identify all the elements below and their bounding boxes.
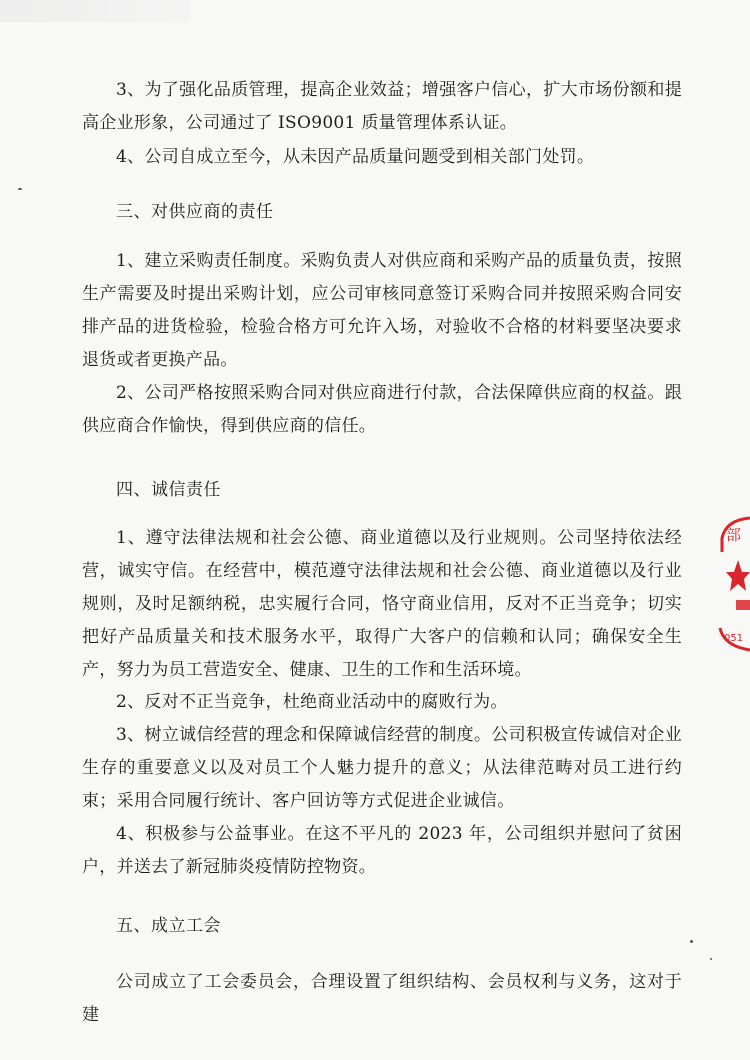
paragraph-supplier-payment: 2、公司严格按照采购合同对供应商进行付款，合法保障供应商的权益。跟供应商合作愉快，得到供应商的信任。 <box>82 383 682 436</box>
paragraph-procurement-system: 1、建立采购责任制度。采购负责人对供应商和采购产品的质量负责，按照生产需要及时提出采购计划，应公司审核同意签订采购合同并按照采购合同安排产品的进货检验，检验合格方可允许入场，对验收不合格的材料要坚决要求退货或者更换产品。 <box>82 251 682 370</box>
svg-text:051: 051 <box>724 633 744 644</box>
paragraph-no-penalty: 4、公司自成立至今，从未因产品质量问题受到相关部门处罚。 <box>116 147 595 167</box>
scan-speck <box>710 958 712 960</box>
paragraph-legal-compliance: 1、遵守法律法规和社会公德、商业道德以及行业规则。公司坚持依法经营，诚实守信。在经营中，模范遵守法律法规和社会公德、商业道德以及行业规则，及时足额纳税，忠实履行合同，恪守商业信用，反对不正当竞争；切实把好产品质量关和技术服务水平，取得广大客户的信赖和认同；确保安全生产，努力为员工营造安全、健康、卫生的工作和生活环境。 <box>82 528 682 680</box>
svg-text:部: 部 <box>726 526 742 544</box>
scan-edge-band <box>0 0 190 22</box>
paragraph-public-welfare: 4、积极参与公益事业。在这不平凡的 2023 年，公司组织并慰问了贫困户，并送去了新冠肺炎疫情防控物资。 <box>82 824 682 877</box>
scan-speck <box>18 188 22 190</box>
paragraph-union: 公司成立了工会委员会，合理设置了组织结构、会员权利与义务，这对于建 <box>82 972 682 1025</box>
paragraph-anti-corruption: 2、反对不正当竞争，杜绝商业活动中的腐败行为。 <box>116 692 508 712</box>
section-heading-union: 五、成立工会 <box>116 916 221 936</box>
paragraph-quality-certification: 3、为了强化品质管理，提高企业效益；增强客户信心，扩大市场份额和提高企业形象，公司通过了 ISO9001 质量管理体系认证。 <box>82 80 682 133</box>
paragraph-integrity-culture: 3、树立诚信经营的理念和保障诚信经营的制度。公司积极宣传诚信对企业生存的重要意义以及对员工个人魅力提升的意义；从法律范畴对员工进行约束；采用合同履行统计、客户回访等方式促进企业诚信。 <box>82 725 682 811</box>
red-seal-icon <box>716 508 750 658</box>
section-heading-integrity: 四、诚信责任 <box>116 480 221 500</box>
section-heading-supplier: 三、对供应商的责任 <box>116 202 274 222</box>
scan-speck <box>690 940 693 943</box>
